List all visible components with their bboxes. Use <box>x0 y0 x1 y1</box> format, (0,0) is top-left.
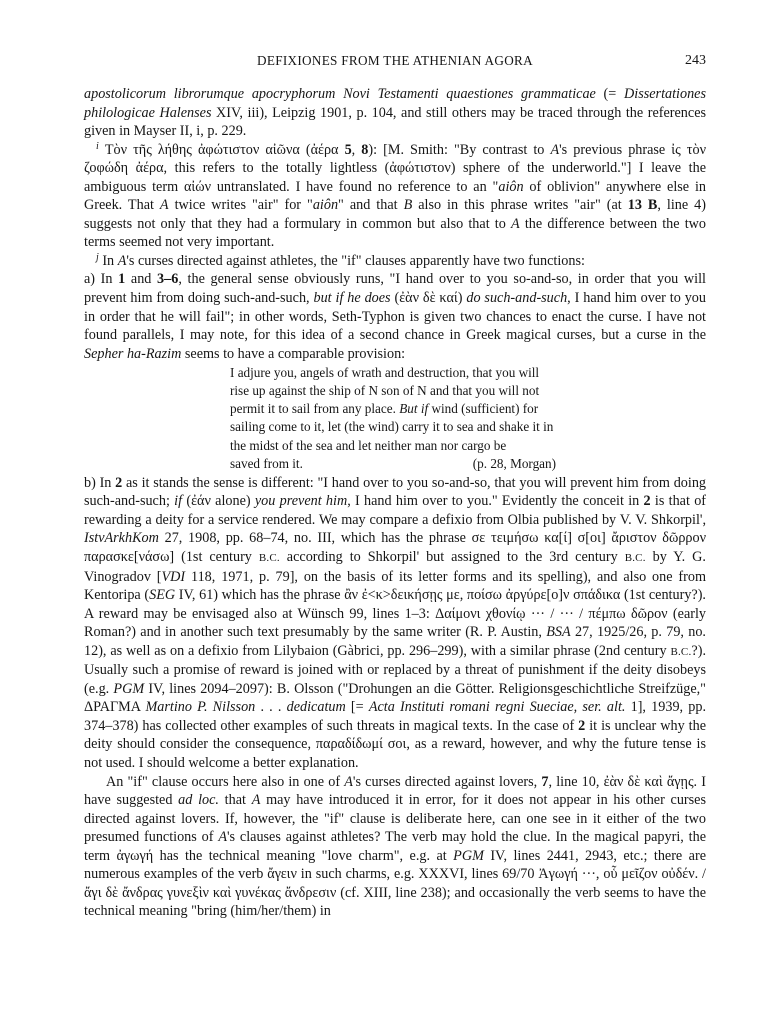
paragraph-continuation: apostolicorum librorumque apocryphorum Novi Testamenti quaestiones grammaticae (= Dissertationes philologicae Halenses XIV, iii), Leipzig 1901, p. 104, and still others may be traced through the references given in Mayser II, i, p. 229. <box>84 86 707 140</box>
paragraph-if-clause: An "if" clause occurs here also in one of A's curses directed against lovers, 7, line 10, ἐὰν δὲ καὶ ἄγῃς. I have suggested ad loc. that A may have introduced it in error, for it does not appear in his other curses directed against lovers. If, however, the "if" clause is deliberate here, can one see in it either of the two presumed functions of A's clauses against athletes? The verb may hold the clue. In the magical papyri, the term ἀγωγή has the technical meaning "love charm", e.g. at PGM IV, lines 2441, 2943, etc.; there are numerous examples of the verb ἄγειν in such charms, e.g. XXXVI, lines 69/70 Ἀγωγή ···, οὗ μεῖζον οὐδέν. / ἄγι δὲ ἄνδρας γυνεξὶν καὶ γυνέκας ἄνδρεσιν (cf. XIII, line 238); and occasionally the verb seems to have the technical meaning "bring (him/her/them) in <box>84 773 707 920</box>
paragraph-b: b) In 2 as it stands the sense is different: "I hand over to you so-and-so, that you will prevent him from doing such-and-such; if (ἐάν alone) you prevent him, I hand him over to you." Evidently the conceit in 2 is that of rewarding a deity for a service rendered. We may compare a defixio from Olbia published by V. V. Shkorpil', IstvArkhKom 27, 1908, pp. 68–74, no. III, which has the phrase σε τειμήσω κα[ί] σ[οι] ἄριστον δῶρρον παρασκε[νάσω] (1st century B.C. according to Shkorpil' but assigned to the 3rd century B.C. by Y. G. Vinogradov [VDI 118, 1971, p. 79], on the basis of its letter forms and its spelling), and also one from Kentoripa (SEG IV, 61) which has the phrase ἂν ἐ<κ>δεικήσῃς με, ποίσω ἀργύρε[ο]ν σπάδικα (1st century?). A reward may be envisaged also at Wünsch 99, lines 1–3: Δαίμονι χθονίῳ ··· / ··· / πέμπω δῶρον (early Roman?) and in another such text presumably by the same writer (R. P. Austin, BSA 27, 1925/26, p. 79, no. 12), as well as on a defixio from Lilybaion (Gàbrici, pp. 296–299), with a similar phrase (2nd century B.C.?). Usually such a promise of reward is joined with or replaced by a threat of punishment if the deity disobeys (e.g. PGM IV, lines 2094–2097): B. Olsson ("Drohungen an die Götter. Religionsgeschichtliche Streifzüge," ΔΡΑΓΜΑ Martino P. Nilsson . . . dedicatum [= Acta Instituti romani regni Sueciae, ser. alt. 1], 1939, pp. 374–378) has collected other examples of such threats in magical texts. In the case of 2 it is unclear why the deity should consider the consequence, παραδίδωμί σοι, as a reward, however, and why the future tense is not used. I should welcome a better explanation. <box>84 474 707 771</box>
note-marker-i: i <box>96 140 99 152</box>
note-marker-j: j <box>96 251 99 263</box>
paragraph-a: a) In 1 and 3–6, the general sense obviously runs, "I hand over to you so-and-so, in order that you will prevent him from doing such-and-such, but if he does (ἐὰν δὲ καί) do such-and-such, I hand him over to you in order that he will fail"; in other words, Seth-Typhon is given two chances to enact the curse. I have not found parallels, I may note, for this idea of a second chance in Greek magical curses, but a curse in the Sepher ha-Razim seems to have a comparable provision: <box>84 271 706 362</box>
block-quote-citation: (p. 28, Morgan) <box>472 455 556 471</box>
running-head: DEFIXIONES FROM THE ATHENIAN AGORA <box>257 53 533 68</box>
page-number: 243 <box>685 53 706 68</box>
note-i: $^i$ Τὸν τῆς λήθης ἀφώτιστον αἰῶνα (ἀέρα 5, 8): [M. Smith: "By contrast to A's previous phrase ἰς τὸν ζοφώδη ἀέρα, this refers to the totally lightless (ἀφώτιστον) sphere of the underworld."] I leave the ambiguous term αἰών untranslated. I have found no reference to an "aiôn of oblivion" anywhere else in Greek. That A twice writes "air" for "aiôn" and that B also in this phrase writes "air" (at 13 B, line 4) suggests not only that they had a formulary in common but also that to A the difference between the two terms seemed not very important. <box>84 140 706 251</box>
block-quote: I adjure you, angels of wrath and destruction, that you will rise up against the ship of N son of N and that you will not permit it to sail from any place. But if wind (sufficient) for sailing come to it, let (the wind) carry it to sea and shake it in the midst of the sea and let neither man nor cargo be saved from it. (p. 28, Morgan) <box>230 364 556 473</box>
note-j: $^j$ In A's curses directed against athletes, the "if" clauses apparently have two functions: <box>96 251 585 269</box>
page-header <box>84 52 706 74</box>
document-page <box>84 52 706 921</box>
block-quote-last-line: saved from it. (p. 28, Morgan) <box>230 455 556 473</box>
